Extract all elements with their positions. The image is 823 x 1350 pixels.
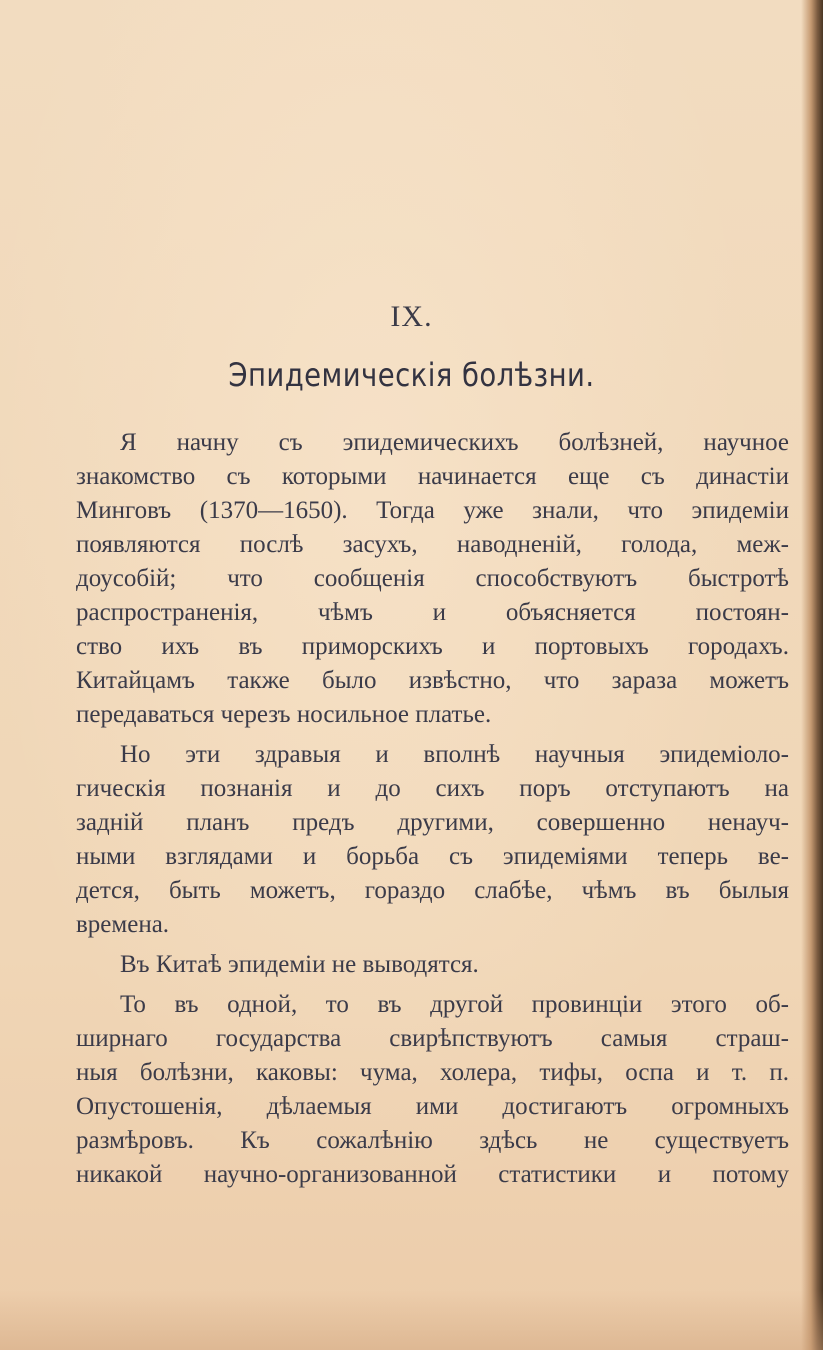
text-line: Въ Китаѣ эпидемiи не выводятся. (120, 951, 479, 978)
text-line: Опустошенiя, дѣлаемыя ими достигаютъ огромныхъ (76, 1093, 789, 1120)
paragraph-1 (76, 426, 789, 732)
text-line: передаваться черезъ носильное платье. (76, 701, 492, 728)
page-bottom-shade (0, 1290, 823, 1350)
text-line: ныя болѣзни, каковы: чума, холера, тифы, оспа и т. п. (76, 1059, 789, 1086)
text-line: Китайцамъ также было извѣстно, что зараза можетъ (76, 667, 789, 694)
text-line: ными взглядами и борьба съ эпидемiями теперь ве- (76, 843, 789, 870)
text-line: заднiй планъ предъ другими, совершенно ненауч- (76, 809, 789, 836)
paragraph-3 (76, 948, 789, 982)
text-line: ство ихъ въ приморскихъ и портовыхъ городахъ. (76, 633, 789, 660)
book-spine-shadow (801, 0, 823, 1350)
text-line: никакой научно-организованной статистики и потому (76, 1161, 789, 1188)
paragraph-4 (76, 988, 789, 1192)
paragraph-2 (76, 738, 789, 942)
text-line: ширнаго государства свирѣпствуютъ самыя страш- (76, 1025, 789, 1052)
text-line: появляются послѣ засухъ, наводненiй, голода, меж- (76, 531, 789, 558)
text-line: Минговъ (1370—1650). Тогда уже знали, что эпидемiи (76, 497, 789, 524)
text-line: времена. (76, 911, 170, 938)
text-line: знакомство съ которыми начинается еще съ династiи (76, 463, 789, 490)
chapter-title: Эпидемическiя болѣзни. (228, 356, 595, 394)
chapter-number: IX. (390, 300, 433, 333)
text-line: Но эти здравыя и вполнѣ научныя эпидемiоло- (120, 741, 789, 768)
text-line: доусобiй; что сообщенiя способствуютъ быстротѣ (76, 565, 789, 592)
text-line: распространенiя, чѣмъ и объясняется постоян- (76, 599, 789, 626)
text-line: дется, быть можетъ, гораздо слабѣе, чѣмъ въ былыя (76, 877, 789, 904)
text-line: Я начну съ эпидемическихъ болѣзней, научное (120, 429, 789, 456)
body-text (76, 426, 789, 1192)
text-line: размѣровъ. Къ сожалѣнiю здѣсь не существуетъ (76, 1127, 789, 1154)
text-line: гическiя познанiя и до сихъ поръ отступаютъ на (76, 775, 789, 802)
text-line: То въ одной, то въ другой провинцiи этого об- (120, 991, 789, 1018)
